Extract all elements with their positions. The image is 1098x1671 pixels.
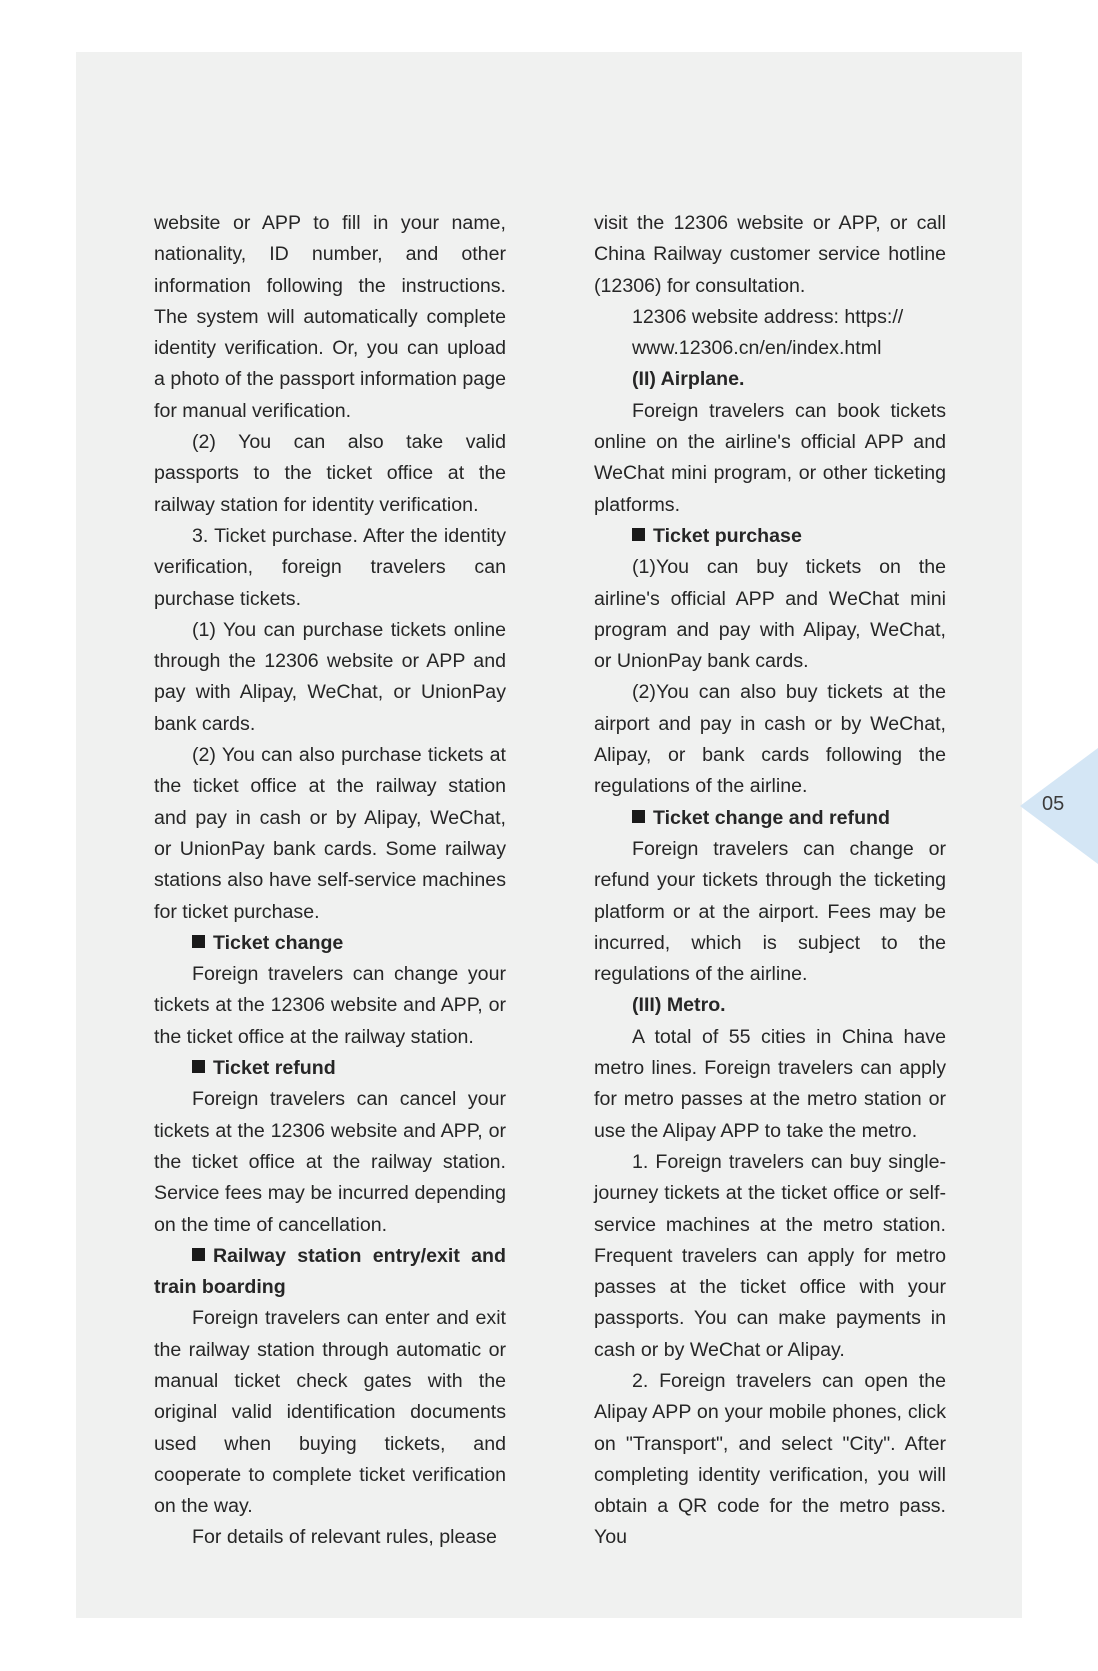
square-bullet-icon [632, 810, 645, 823]
paragraph: 2. Foreign travelers can open the Alipay APP on your mobile phones, click on "Transport", and select "City". After completing identity verification, you will obtain a QR code for the metro pass. You [594, 1369, 946, 1549]
paragraph: Foreign travelers can change or refund your tickets through the ticketing platform or at the airport. Fees may be incurred, which is subject to the regulations of the airline. [594, 837, 946, 986]
paragraph: For details of relevant rules, please [192, 1526, 497, 1549]
paragraph: (1)You can buy tickets on the airline's official APP and WeChat mini program and pay with Alipay, WeChat, or UnionPay bank cards. [594, 556, 946, 673]
paragraph: 1. Foreign travelers can buy single-journey tickets at the ticket office or self-service machines at the metro station. Frequent travelers can apply for metro passes at the ticket office with your passports. You can make payments in cash or by WeChat or Alipay. [594, 1150, 946, 1361]
section-heading-railway-entry [154, 1241, 506, 1304]
square-bullet-icon [192, 935, 205, 948]
paragraph: Foreign travelers can book tickets online on the airline's official APP and WeChat mini program, or other ticketing platforms. [594, 399, 946, 516]
paragraph: visit the 12306 website or APP, or call China Railway customer service hotline (12306) for consultation. [594, 212, 946, 297]
heading-label: Ticket purchase [653, 524, 802, 547]
paragraph: Foreign travelers can enter and exit the railway station through automatic or manual ticket check gates with the original valid identification documents used when buying tickets, and cooperate to complete ticket verification on the way. [154, 1307, 506, 1518]
square-bullet-icon [192, 1248, 205, 1261]
paragraph: (2) You can also take valid passports to the ticket office at the railway station for identity verification. [154, 431, 506, 516]
heading-label: Ticket change [213, 931, 344, 954]
heading-label: Ticket refund [213, 1057, 336, 1080]
website-url: www.12306.cn/en/index.html [632, 337, 882, 360]
right-column [594, 208, 946, 1554]
page-number: 05 [1042, 793, 1065, 815]
section-heading-ticket-refund [154, 1053, 506, 1084]
paragraph: (2) You can also purchase tickets at the ticket office at the railway station and pay in cash or by Alipay, WeChat, or UnionPay bank cards. Some railway stations also have self-service machines for ticket purchase. [154, 744, 506, 923]
heading-label: Ticket change and refund [653, 806, 890, 829]
paragraph: 12306 website address: https:// [632, 305, 904, 328]
paragraph: (2)You can also buy tickets at the airport and pay in cash or by WeChat, Alipay, or bank cards following the regulations of the airline. [594, 681, 946, 798]
paragraph: Foreign travelers can cancel your tickets at the 12306 website and APP, or the ticket office at the railway station. Service fees may be incurred depending on the time of cancellation. [154, 1088, 506, 1236]
section-heading-change-refund [594, 803, 946, 834]
paragraph: (1) You can purchase tickets online through the 12306 website or APP and pay with Alipay, WeChat, or UnionPay bank cards. [154, 618, 506, 735]
section-heading-ticket-change [154, 928, 506, 959]
square-bullet-icon [632, 528, 645, 541]
section-heading-ticket-purchase [594, 521, 946, 552]
square-bullet-icon [192, 1060, 205, 1073]
section-heading-airplane: (II) Airplane. [632, 368, 745, 391]
left-column [154, 208, 506, 1554]
paragraph: website or APP to fill in your name, nationality, ID number, and other information following the instructions. The system will automatically complete identity verification. Or, you can upload a photo of the passport information page for manual verification. [154, 212, 506, 422]
section-heading-metro: (III) Metro. [632, 994, 726, 1017]
heading-label: Railway station entry/exit and train boarding [154, 1244, 506, 1299]
paragraph: Foreign travelers can change your tickets at the 12306 website and APP, or the ticket office at the railway station. [154, 963, 506, 1048]
paragraph: 3. Ticket purchase. After the identity verification, foreign travelers can purchase tickets. [154, 524, 506, 610]
paragraph: A total of 55 cities in China have metro lines. Foreign travelers can apply for metro passes at the metro station or use the Alipay APP to take the metro. [594, 1025, 946, 1142]
